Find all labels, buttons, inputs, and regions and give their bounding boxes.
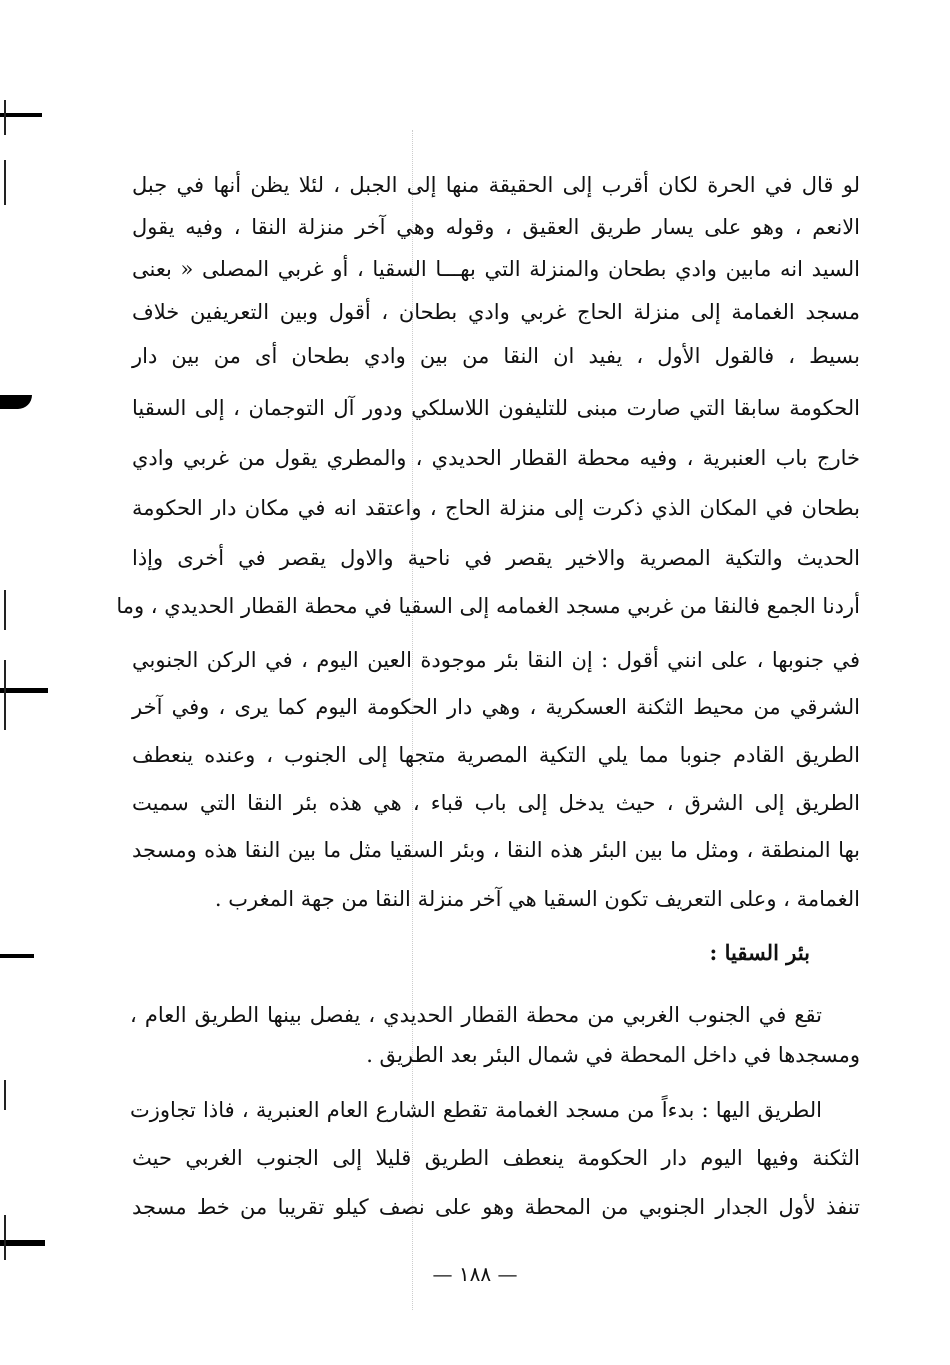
margin-mark [0,688,48,693]
text-line: الطريق اليها : بدءاً من مسجد الغمامة تقطع الشارع العام العنبرية ، فاذا تجاوزت [130,1098,822,1122]
text-line: الطريق إلى الشرق ، حيث يدخل إلى باب قباء ، هي هذه بئر النقا التي سميت [132,791,860,815]
text-line: تقع في الجنوب الغربي من محطة القطار الحديدي ، يفصل بينها الطريق العام ، [130,1003,822,1027]
text-line: خارج باب العنبرية ، وفيه محطة القطار الحديدي ، والمطري يقول من غربي وادي [132,446,860,470]
text-line: بطحان في المكان الذي ذكرت إلى منزلة الحاج ، واعتقد انه في مكان دار الحكومة [132,496,860,520]
text-line: مسجد الغمامة إلى منزلة الحاج غربي وادي بطحان ، أقول وبين التعريفين خلاف [132,300,860,324]
text-line: الطريق القادم جنوبا مما يلي التكية المصرية متجها إلى الجنوب ، وعنده ينعطف [132,743,860,767]
margin-tick [4,1080,6,1110]
text-line: الحديث والتكية المصرية والاخير يقصر في ناحية والاول يقصر في أخرى وإذا [132,546,860,570]
text-line: بسيط ، فالقول الأول ، يفيد ان النقا من بين وادي بطحان أى من بين دار [132,344,860,368]
text-line: بها المنطقة ، ومثل ما بين البئر هذه النقا ، وبئر السقيا مثل ما بين النقا هذه ومسجد [132,838,860,862]
text-line: تنفذ لأول الجدار الجنوبي من المحطة وهو على نصف كيلو تقريبا من خط مسجد [132,1195,860,1219]
margin-mark [0,954,34,958]
page-number: — ١٨٨ — [432,1262,518,1286]
margin-tick [4,160,6,205]
text-line: السيد انه مابين وادي بطحان والمنزلة التي بهـــا السقيا ، أو غربي المصلى « بعنى [132,257,860,281]
margin-mark [0,395,32,409]
text-line: الغمامة ، وعلى التعريف تكون السقيا هي آخر منزلة النقا من جهة المغرب . [214,887,860,911]
section-heading: بئر السقيا : [709,940,810,965]
text-line: الثكنة وفيها اليوم دار الحكومة ينعطف الطريق قليلا إلى الجنوب الغربي حيث [132,1146,860,1170]
margin-tick [4,660,6,730]
text-line: لو قال في الحرة لكان أقرب إلى الحقيقة منها إلى الجبل ، لئلا يظن أنها في جبل [132,173,860,197]
margin-tick [4,1215,6,1260]
text-line: أردنا الجمع فالنقا من غربي مسجد الغمامه إلى السقيا في محطة القطار الحديدي ، وما [116,594,860,618]
text-line: الشرقي من محيط الثكنة العسكرية ، وهي دار الحكومة اليوم كما يرى ، وفي آخر [132,695,860,719]
text-line: في جنوبها ، على انني أقول : إن النقا بئر موجودة العين اليوم ، في الركن الجنوبي [132,648,860,672]
text-line: ومسجدها في داخل المحطة في شمال البئر بعد الطريق . [366,1043,860,1067]
text-line: الانعم ، وهو على يسار طريق العقيق ، وقوله وهي آخر منزلة النقا ، وفيه يقول [132,215,860,239]
margin-mark [0,1240,45,1246]
margin-mark [0,113,42,117]
margin-tick [4,590,6,630]
margin-tick [4,100,6,135]
text-line: الحكومة سابقا التي صارت مبنى للتليفون اللاسلكي ودور آل التوجمان ، إلى السقيا [132,396,860,420]
